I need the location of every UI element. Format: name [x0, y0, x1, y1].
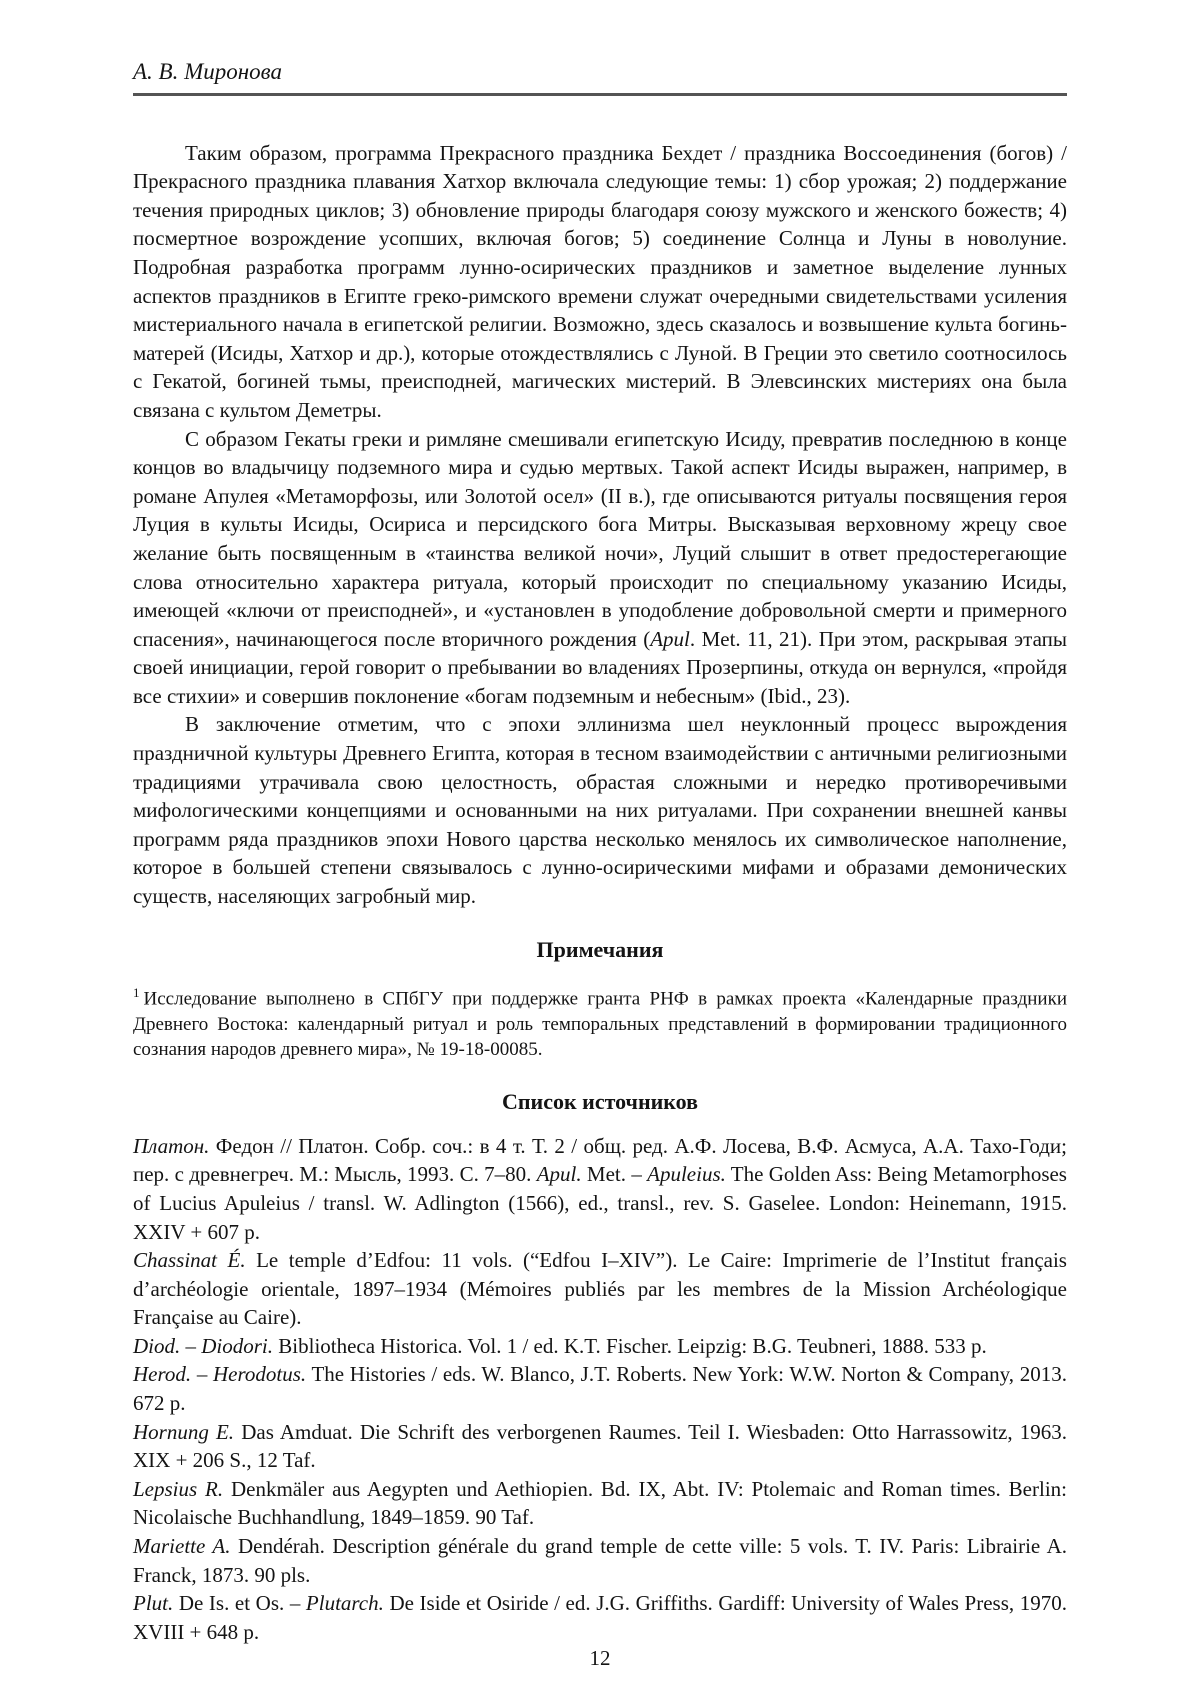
text-segment-italic: Plutarch.: [305, 1591, 384, 1616]
body-paragraph: [133, 139, 1067, 425]
text-segment-italic: Chassinat É.: [133, 1248, 246, 1273]
source-entry: [133, 1360, 1067, 1417]
page-number: 12: [589, 1646, 611, 1671]
footnote-text: Исследование выполнено в СПбГУ при поддержке гранта РНФ в рамках проекта «Календарные праздники Древнего Востока: календарный ритуал и роль темпоральных представлений в формировании традиционного сознания народов древнего мира», № 19-18-00085.: [133, 987, 1067, 1061]
source-entry: [133, 1475, 1067, 1532]
source-entry: [133, 1532, 1067, 1589]
text-segment: Le temple d’Edfou: 11 vols. (“Edfou I–XIV”). Le Caire: Imprimerie de l’Institut français d’archéologie orientale, 1897–1934 (Mémoires publiés par les membres de la Mission Archéologique Française au Caire).: [133, 1248, 1067, 1330]
notes-heading: Примечания: [536, 936, 664, 962]
source-entry: [133, 1589, 1067, 1646]
source-entry: [133, 1418, 1067, 1475]
body-paragraphs: [133, 139, 1067, 911]
text-segment-italic: Mariette A.: [133, 1534, 231, 1559]
text-segment: Федон // Платон. Собр. соч.: в 4 т. Т. 2 / общ. ред. А.Ф. Лосева, В.Ф. Асмуса, А.А. Тахо-Годи; пер. с древнегреч. М.: Мысль, 1993. С. 7–80.: [133, 1133, 1067, 1187]
text-segment: Таким образом, программа Прекрасного праздника Бехдет / праздника Воссоединения (богов) / Прекрасного праздника плавания Хатхор включала следующие темы: 1) сбор урожая; 2) поддержание течения природных циклов; 3) обновление природы благодаря союзу мужского и женского божеств; 4) посмертное возрождение усопших, включая богов; 5) соединение Солнца и Луны в новолуние. Подробная разработка программ лунно-осирических праздников и заметное выделение лунных аспектов праздников в Египте греко-римского времени служат очередными свидетельствами усиления мистериального начала в египетской религии. Возможно, здесь сказалось и возвышение культа богинь-матерей (Исиды, Хатхор и др.), которые отождествлялись с Луной. В Греции это светило соотносилось с Гекатой, богиней тьмы, преисподней, магических мистерий. В Элевсинских мистериях она была связана с культом Деметры.: [133, 140, 1067, 422]
source-entry: [133, 1332, 1067, 1361]
source-entry: [133, 1246, 1067, 1332]
running-head: [133, 58, 1067, 96]
text-segment: Denkmäler aus Aegypten und Aethiopien. Bd. IX, Abt. IV: Ptolemaic and Roman times. Berlin: Nicolaische Buchhandlung, 1849–1859. 90 Taf.: [133, 1476, 1067, 1530]
text-segment-italic: Lepsius R.: [133, 1476, 224, 1501]
footnote-marker: 1: [133, 984, 140, 1000]
text-segment: De Is. et Os. –: [173, 1591, 306, 1616]
text-segment: В заключение отметим, что с эпохи эллинизма шел неуклонный процесс вырождения праздничной культуры Древнего Египта, которая в тесном взаимодействии с античными религиозными традициями утрачивала свою целостность, обрастая сложными и нередко противоречивыми мифологическими концепциями и основанными на них ритуалами. При сохранении внешней канвы программ ряда праздников эпохи Нового царства несколько менялось их символическое наполнение, которое в большей степени связывалось с лунно-осирическими мифами и образами демонических существ, населяющих загробный мир.: [133, 712, 1067, 909]
text-segment: С образом Гекаты греки и римляне смешивали египетскую Исиду, превратив последнюю в конце концов во владычицу подземного мира и судью мертвых. Такой аспект Исиды выражен, например, в романе Апулея «Метаморфозы, или Золотой осел» (II в.), где описываются ритуалы посвящения героя Луция в культы Исиды, Осириса и персидского бога Митры. Высказывая верховному жрецу свое желание быть посвященным в «таинства великой ночи», Луций слышит в ответ предостерегающие слова относительно характера ритуала, который происходит по специальному указанию Исиды, имеющей «ключи от преисподней», и «установлен в уподобление добровольной смерти и примерного спасения», начинающегося после вторичного рождения (: [133, 426, 1067, 651]
sources-heading: Список источников: [501, 1088, 699, 1114]
text-segment-italic: Diod. – Diodori.: [133, 1333, 274, 1358]
text-segment: Bibliotheca Historica. Vol. 1 / ed. K.T. Fischer. Leipzig: B.G. Teubneri, 1888. 533 p.: [273, 1333, 987, 1358]
running-head-author: А. В. Миронова: [133, 59, 282, 84]
sources-list: [133, 1132, 1067, 1647]
text-segment: Dendérah. Description générale du grand temple de cette ville: 5 vols. T. IV. Paris: Librairie A. Franck, 1873. 90 pls.: [133, 1534, 1067, 1587]
body-paragraph: [133, 710, 1067, 910]
text-segment-italic: Apuleius.: [647, 1162, 726, 1187]
text-segment: The Histories / eds. W. Blanco, J.T. Roberts. New York: W.W. Norton & Company, 2013. 672 p.: [133, 1362, 1067, 1416]
text-segment: . Met. 11, 21). При этом, раскрывая этапы своей инициации, герой говорит о пребывании во владениях Прозерпины, откуда он вернулся, «пройдя все стихии» и совершив поклонение «богам подземным и небесным» (Ibid., 23).: [133, 626, 1067, 708]
text-segment-italic: Apul.: [536, 1162, 582, 1187]
text-segment: De Iside et Osiride / ed. J.G. Griffiths. Gardiff: University of Wales Press, 1970. XVIII + 648 p.: [133, 1591, 1067, 1644]
text-segment: Das Amduat. Die Schrift des verborgenen Raumes. Teil I. Wiesbaden: Otto Harrassowitz, 1963. XIX + 206 S., 12 Taf.: [133, 1419, 1067, 1473]
source-entry: [133, 1132, 1067, 1246]
text-segment: Met. –: [581, 1162, 648, 1187]
text-segment-italic: Платон.: [133, 1133, 210, 1158]
text-segment: The Golden Ass: Being Metamorphoses of Lucius Apuleius / transl. W. Adlington (1566), ed., transl., rev. S. Gaselee. London: Heinemann, 1915. XXIV + 607 p.: [133, 1162, 1067, 1244]
text-segment-italic: Herod. – Herodotus.: [133, 1362, 307, 1387]
article-body: [133, 139, 1067, 911]
body-paragraph: [133, 425, 1067, 711]
text-segment-italic: Hornung E.: [133, 1419, 235, 1444]
text-segment-italic: Plut.: [133, 1591, 174, 1616]
footnote: [133, 980, 1067, 1063]
text-segment-italic: Apul: [650, 626, 690, 651]
